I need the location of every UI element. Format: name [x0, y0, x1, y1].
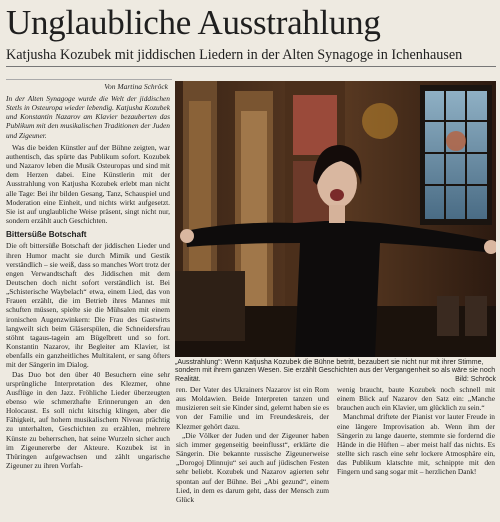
paragraph: Was die beiden Künstler auf der Bühne zeigten, war authentisch, das spürte das Publikum sofort. Kozubek und Nazarov leben die Musik Osteuropas und sind mit dem Herzen dabei. Eine Künstlerin mit der Ausstrahlung von Katjusha Kozubek erlebt man nicht alle Tage: Bei ihr bilden Gesang, Tanz, Schauspiel und Moderation eine Einheit, und nichts wirkt aufgesetzt. Sie ist auf unglaubliche Weise präsent, singt nicht nur, sondern erzählt auch Geschichten.	[6, 142, 170, 226]
header-rule	[6, 66, 496, 67]
paragraph: Manchmal driftete der Pianist vor lauter Freude in eine längere Improvisation ab. Wenn ihm der Sängerin zu lange dauerte, stemmte sie fordernd die Hände in die Hüften – aber meist half das nichts. Es stellte sich rasch eine sehr lockere Atmosphäre ein, das Publikum klatschte mit, schnippte mit den Fingern und sang sogar mit – herzlichen Dank!	[337, 412, 495, 477]
paragraph: Das Duo bot den über 40 Besuchern eine sehr ursprüngliche Interpretation des Klezmer, ohne Ausflüge in den Jazz. Fröhliche Lieder überzeugten ebenso wie schmerzhafte Erinnerungen an den Holocaust. Es soll nicht kitschig klingen, aber die Fähigkeit, auf hohem musikalischem Niveau prächtig zu unterhalten, Geschichten zu erzählen, mehrere Künste zu beherrschen, hat seine Wurzeln sicher auch im Zigeunererbe der Akteure. Kozubek ist in Thüringen aufgewachsen und zählt ungarische Zigeuner zu ihren Vorfah-	[6, 369, 170, 471]
photo-caption	[175, 359, 496, 384]
photo-credit: Bild: Schröck	[455, 375, 496, 383]
paragraph: wenig braucht, baute Kozubek noch schnell mit einem Blick auf Nazarov den Satz ein: „Manche brauchen auch ein Klavier, um glücklich zu sein.“	[337, 385, 495, 413]
column-middle	[176, 385, 329, 521]
article-photo	[175, 81, 496, 357]
paragraph: ren. Der Vater des Ukrainers Nazarov ist ein Rom aus Moldawien. Beide Interpreten tanzen und musizieren seit sie Kinder sind, gelernt haben sie es von der Familie und im Freundeskreis, der Klezmer gehört dazu.	[176, 385, 329, 431]
headline: Unglaubliche Ausstrahlung	[6, 3, 381, 42]
byline: Von Martina Schröck	[104, 82, 168, 91]
column-right	[337, 385, 495, 521]
paragraph: „Die Völker der Juden und der Zigeuner haben sich immer gegenseitig beeinflusst“, erklärte die Sängerin. Die bekannte russische Zigeunerweise „Dorogoj Dlinnuju“ sei auch auf jüdischen Festen sehr beliebt. Kozubek und Nazarov agierten sehr spontan auf der Bühne. Bei „Abi gezund“, einem Lied, in dem es darum geht, dass der Mensch zum Glück	[176, 430, 329, 504]
byline-rule	[6, 79, 172, 80]
caption-text: „Ausstrahlung“: Wenn Katjusha Kozubek die Bühne betritt, bezaubert sie nicht nur mit ihrer Stimme, sondern mit ihrem ganzen Wesen. Sie erzählt Geschichten aus der Vergangenheit so als wäre sie noch Realität.	[175, 359, 496, 383]
paragraph: Die oft bittersüße Botschaft der jiddischen Lieder und ihren Humor macht sie durch Mimik und Gestik verständlich – sie weiß, dass so manches Wort trotz der engen Verwandtschaft des Jiddischen mit dem Deutschen doch nicht sofort verständlich ist. Bei „Schisterische Waybelach“ etwa, einem Lied, das von Frauen erzählt, die im Betrieb ihres Mannes mit schuften müssen, spielte sie die Mühsalen mit einem ironischen Augenzwinkern: Die Frau des Gastwirts langweilt sich beim Gläserspülen, die Schneidersfrau stöhnt tagaus-tagein am Bügelbrett und so fort. Konstantin Nazarov, ihr Begleiter am Klavier, ist ebenfalls ein ganzheitliches Multitalent, er sang öfters mit der Sängerin im Dialog.	[6, 241, 170, 370]
column-left	[6, 94, 170, 520]
singer-photo-illustration	[175, 81, 496, 357]
section-heading: Bittersüße Botschaft	[6, 230, 87, 240]
lead-paragraph: In der Alten Synagoge wurde die Welt der jiddischen Stetls in Osteuropa wieder lebendig. Katjusha Kozubek und Konstantin Nazarov am Klavier bezauberten das Publikum mit den musikalischen Traditionen der Juden und Zigeuner.	[6, 94, 170, 140]
subheadline: Katjusha Kozubek mit jiddischen Liedern in der Alten Synagoge in Ichenhausen	[6, 47, 463, 63]
